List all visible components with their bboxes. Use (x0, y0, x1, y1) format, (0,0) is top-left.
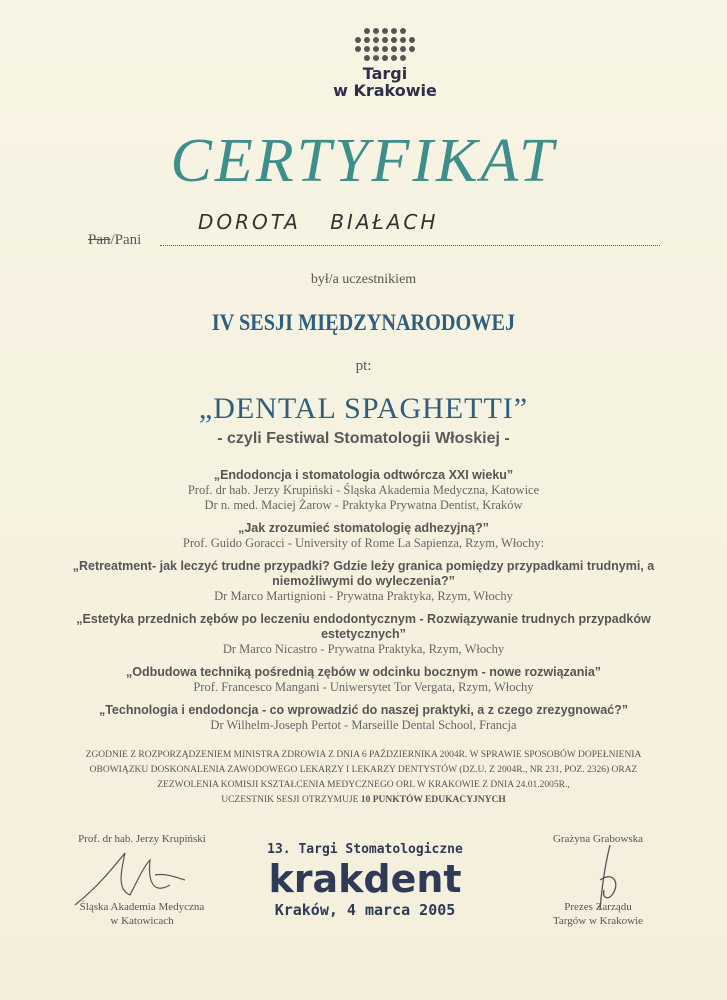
event-main-title: „DENTAL SPAGHETTI” (198, 392, 529, 425)
lecture-list (60, 468, 667, 741)
signatory-name-right: Grażyna Grabowska (552, 833, 644, 845)
decree-line: OBOWIĄZKU DOSKONALENIA ZAWODOWEGO LEKARZY I LEKARZY DENTYSTÓW (DZ.U. Z 2004R., NR 231, POZ. 2326) ORAZ (89, 765, 638, 775)
lecture-title: „Retreatment- jak leczyć trudne przypadki? Gdzie leży granica pomiędzy przypadkami trudnymi, a niemożliwymi do wyleczenia?” (72, 559, 655, 588)
krakdent-logo: krakdent (268, 857, 462, 901)
lecture-presenter: Dr n. med. Maciej Żarow - Praktyka Prywatna Dentist, Kraków (204, 498, 523, 512)
logo-line2: w Krakowie (333, 81, 437, 100)
decree-line (70, 793, 657, 808)
lecture-title: „Technologia i endodoncja - co wprowadzić do naszej praktyki, a z czego zrezygnować?” (98, 703, 629, 717)
decree-prefix: UCZESTNIK SESJI OTRZYMUJE (221, 795, 361, 805)
lecture-title: „Jak zrozumieć stomatologię adhezyjną?” (238, 521, 489, 535)
recipient-row (88, 210, 660, 250)
salutation-crossed: Pan (88, 232, 111, 248)
targi-logo (330, 28, 440, 99)
decree-text (70, 748, 657, 808)
lecture-presenter: Prof. dr hab. Jerzy Krupiński - Śląska Akademia Medyczna, Katowice (187, 483, 540, 497)
decree-line: ZGODNIE Z ROZPORZĄDZENIEM MINISTRA ZDROWIA Z DNIA 6 PAŹDZIERNIKA 2004R. W SPRAWIE SPOSOBÓW DOPEŁNIENIA (85, 750, 642, 760)
name-dotted-line (160, 245, 660, 246)
lecture-presenter: Prof. Francesco Mangani - Uniwersytet Tor Vergata, Rzym, Włochy (193, 680, 534, 694)
lecture-title: „Estetyka przednich zębów po leczeniu endodontycznym - Rozwiązywanie trudnych przypadków estetycznych” (76, 612, 651, 641)
lecture-item (60, 703, 667, 733)
signatory-org-left-2: w Katowicach (110, 915, 174, 927)
lecture-item (60, 612, 667, 657)
signatory-name-left: Prof. dr hab. Jerzy Krupiński (78, 833, 206, 845)
signatory-org-left-1: Śląska Akademia Medyczna (79, 901, 205, 913)
lecture-item (60, 468, 667, 513)
logo-line1: Targi (362, 64, 408, 83)
event-subtitle: - czyli Festiwal Stomatologii Włoskiej - (217, 430, 510, 447)
certificate-title: CERTYFIKAT (170, 127, 557, 195)
krakdent-block (250, 842, 480, 919)
lecture-presenter: Prof. Guido Goracci - University of Rome La Sapienza, Rzym, Włochy: (182, 536, 545, 550)
lecture-presenter: Dr Marco Nicastro - Prywatna Praktyka, Rzym, Włochy (222, 642, 505, 656)
handwritten-signature-right-icon (580, 840, 640, 920)
lecture-item (60, 559, 667, 604)
salutation-rest: /Pani (110, 232, 142, 248)
lecture-item (60, 665, 667, 695)
signatory-role-right-1: Prezes Zarządu (564, 901, 632, 913)
salutation (88, 232, 141, 249)
pt-label: pt: (355, 358, 372, 374)
lecture-title: „Endodoncja i stomatologia odtwórcza XXI wieku” (213, 468, 514, 482)
lecture-title: „Odbudowa techniką pośrednią zębów w odcinku bocznym - nowe rozwiązania” (125, 665, 602, 679)
recipient-name: DOROTA BIAŁACH (198, 210, 439, 234)
lecture-item (60, 521, 667, 551)
lecture-presenter: Dr Marco Martignioni - Prywatna Praktyka, Rzym, Włochy (214, 589, 513, 603)
event-name: 13. Targi Stomatologiczne (267, 842, 463, 857)
edu-points: 10 PUNKTÓW EDUKACYJNYCH (360, 795, 506, 805)
lecture-presenter: Dr Wilhelm-Joseph Pertot - Marseille Dental School, Francja (210, 718, 517, 732)
participant-text: był/a uczestnikiem (310, 272, 417, 287)
event-date: Kraków, 4 marca 2005 (274, 901, 456, 919)
handwritten-signature-left-icon (70, 845, 190, 915)
logo-dots-icon (355, 28, 415, 61)
decree-line: ZEZWOLENIA KOMISJI KSZTAŁCENIA MEDYCZNEGO ORL W KRAKOWIE Z DNIA 24.01.2005R., (157, 780, 570, 790)
signatory-role-right-2: Targów w Krakowie (552, 915, 644, 927)
session-title: IV SESJI MIĘDZYNARODOWEJ (211, 310, 516, 335)
